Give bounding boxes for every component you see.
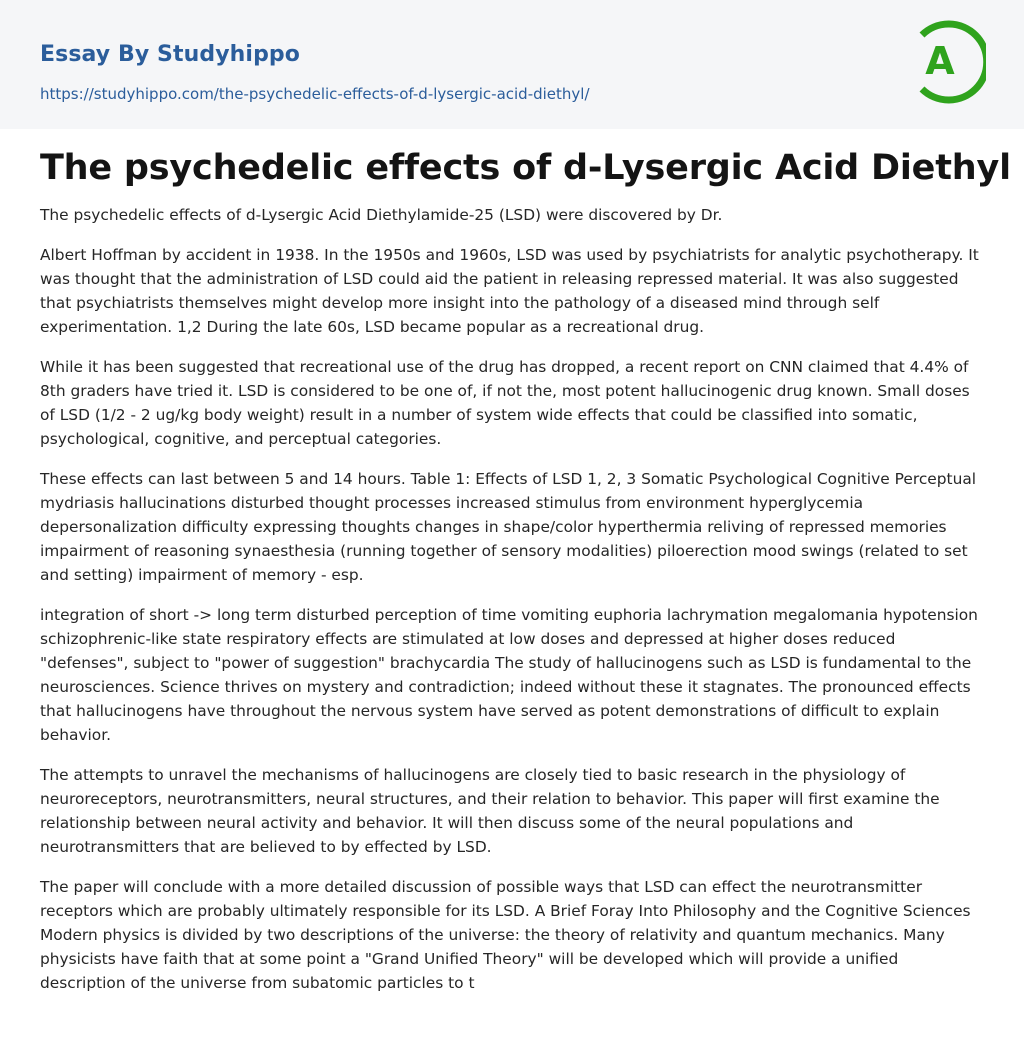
article-paragraph: While it has been suggested that recreational use of the drug has dropped, a recent report on CNN claimed that 4.4% of 8th graders have tried it. LSD is considered to be one of, if not the, most potent hallucinogenic drug known. Small doses of LSD (1/2 - 2 ug/kg body weight) result in a number of system wide effects that could be classified into somatic, psychological, cognitive, and perceptual categories.: [40, 358, 970, 448]
studyhippo-logo-icon[interactable]: [914, 19, 986, 105]
article-paragraph: The attempts to unravel the mechanisms of hallucinogens are closely tied to basic research in the physiology of neuroreceptors, neurotransmitters, neural structures, and their relation to behavior. This paper will first examine the relationship between neural activity and behavior. It will then discuss some of the neural populations and neurotransmitters that are believed to by effected by LSD.: [40, 766, 940, 856]
article: [40, 147, 1011, 1011]
logo-letter: A: [925, 39, 955, 83]
brand-title[interactable]: Essay By Studyhippo: [40, 42, 300, 67]
article-paragraph: Albert Hoffman by accident in 1938. In the 1950s and 1960s, LSD was used by psychiatrists for analytic psychotherapy. It was thought that the administration of LSD could aid the patient in releasing repressed material. It was also suggested that psychiatrists themselves might develop more insight into the pathology of a diseased mind through self experimentation. 1,2 During the late 60s, LSD became popular as a recreational drug.: [40, 246, 979, 336]
source-url-link[interactable]: https://studyhippo.com/the-psychedelic-effects-of-d-lysergic-acid-diethyl/: [40, 85, 590, 103]
article-paragraph: integration of short -> long term disturbed perception of time vomiting euphoria lachrymation megalomania hypotension schizophrenic-like state respiratory effects are stimulated at low doses and depressed at higher doses reduced "defenses", subject to "power of suggestion" brachycardia The study of hallucinogens such as LSD is fundamental to the neurosciences. Science thrives on mystery and contradiction; indeed without these it stagnates. The pronounced effects that hallucinogens have throughout the nervous system have served as potent demonstrations of difficult to explain behavior.: [40, 606, 978, 744]
article-paragraph: The psychedelic effects of d-Lysergic Acid Diethylamide-25 (LSD) were discovered by Dr.: [40, 206, 723, 224]
site-header: [0, 0, 1024, 129]
article-paragraph: These effects can last between 5 and 14 hours. Table 1: Effects of LSD 1, 2, 3 Somatic Psychological Cognitive Perceptual mydriasis hallucinations disturbed thought processes increased stimulus from environment hyperglycemia depersonalization difficulty expressing thoughts changes in shape/color hyperthermia reliving of repressed memories impairment of reasoning synaesthesia (running together of sensory modalities) piloerection mood swings (related to set and setting) impairment of memory - esp.: [40, 470, 977, 584]
article-paragraph: The paper will conclude with a more detailed discussion of possible ways that LSD can effect the neurotransmitter receptors which are probably ultimately responsible for its LSD. A Brief Foray Into Philosophy and the Cognitive Sciences Modern physics is divided by two descriptions of the universe: the theory of relativity and quantum mechanics. Many physicists have faith that at some point a "Grand Unified Theory" will be developed which will provide a unified description of the universe from subatomic particles to t: [40, 878, 971, 992]
page-title: The psychedelic effects of d-Lysergic Acid Diethyl: [40, 148, 1011, 188]
